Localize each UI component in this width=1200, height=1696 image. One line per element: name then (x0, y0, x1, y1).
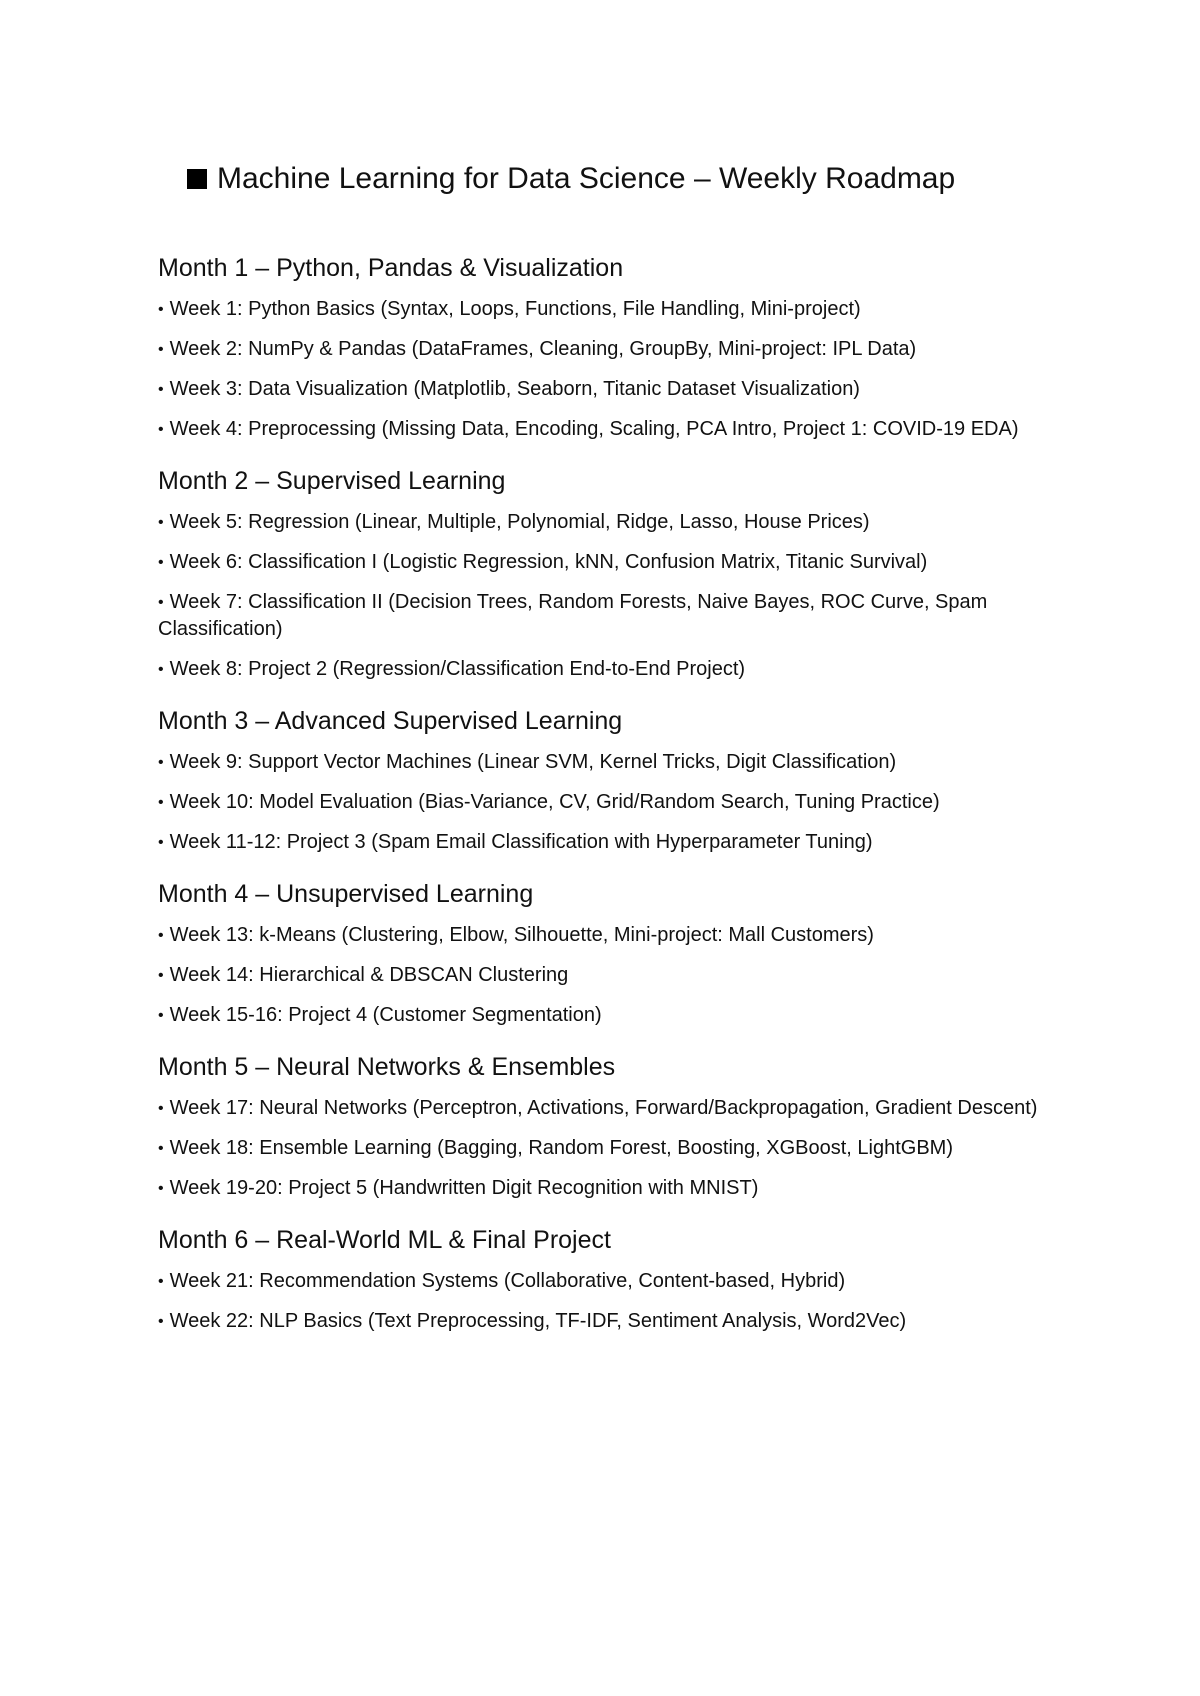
week-text: Week 19-20: Project 5 (Handwritten Digit Recognition with MNIST) (169, 1177, 759, 1199)
bullet-icon: • (158, 594, 164, 611)
bullet-icon: • (158, 1007, 164, 1024)
week-text: Week 6: Classification I (Logistic Regression, kNN, Confusion Matrix, Titanic Survival) (169, 551, 928, 573)
week-item (158, 789, 1058, 816)
week-text: Week 15-16: Project 4 (Customer Segmentation) (169, 1004, 602, 1026)
week-item (158, 829, 1058, 856)
bullet-icon: • (158, 661, 164, 678)
week-text: Week 18: Ensemble Learning (Bagging, Random Forest, Boosting, XGBoost, LightGBM) (169, 1137, 953, 1159)
week-item (158, 1095, 1058, 1122)
bullet-icon: • (158, 1140, 164, 1157)
bullet-icon: • (158, 514, 164, 531)
month-section (158, 705, 1058, 856)
week-text: Week 21: Recommendation Systems (Collaborative, Content-based, Hybrid) (169, 1270, 846, 1292)
bullet-icon: • (158, 1100, 164, 1117)
bullet-icon: • (158, 381, 164, 398)
week-item (158, 1308, 1058, 1335)
week-item (158, 656, 1058, 683)
week-item (158, 549, 1058, 576)
week-item (158, 922, 1058, 949)
week-text: Week 13: k-Means (Clustering, Elbow, Silhouette, Mini-project: Mall Customers) (169, 924, 874, 946)
week-item (158, 1175, 1058, 1202)
week-item (158, 1268, 1058, 1295)
bullet-icon: • (158, 554, 164, 571)
week-text: Week 22: NLP Basics (Text Preprocessing, TF-IDF, Sentiment Analysis, Word2Vec) (169, 1310, 907, 1332)
week-text: Week 11-12: Project 3 (Spam Email Classification with Hyperparameter Tuning) (169, 831, 873, 853)
week-item (158, 296, 1058, 323)
week-text: Week 9: Support Vector Machines (Linear SVM, Kernel Tricks, Digit Classification) (169, 751, 897, 773)
week-item (158, 962, 1058, 989)
week-text: Week 4: Preprocessing (Missing Data, Encoding, Scaling, PCA Intro, Project 1: COVID-19 EDA) (169, 418, 1019, 440)
month-heading: Month 1 – Python, Pandas & Visualization (158, 254, 624, 282)
week-item (158, 509, 1058, 536)
week-item (158, 1002, 1058, 1029)
week-item (158, 416, 1058, 443)
week-text: Week 8: Project 2 (Regression/Classification End-to-End Project) (169, 658, 746, 680)
week-item (158, 1135, 1058, 1162)
bullet-icon: • (158, 1180, 164, 1197)
month-heading: Month 4 – Unsupervised Learning (158, 880, 534, 908)
document-title: Machine Learning for Data Science – Weekly Roadmap (217, 162, 956, 195)
week-item (158, 376, 1058, 403)
bullet-icon: • (158, 834, 164, 851)
week-text: Week 14: Hierarchical & DBSCAN Clustering (169, 964, 569, 986)
week-text: Week 3: Data Visualization (Matplotlib, Seaborn, Titanic Dataset Visualization) (169, 378, 860, 400)
bullet-icon: • (158, 927, 164, 944)
week-text: Week 17: Neural Networks (Perceptron, Activations, Forward/Backpropagation, Gradient Descent) (169, 1097, 1038, 1119)
bullet-icon: • (158, 754, 164, 771)
week-text: Week 10: Model Evaluation (Bias-Variance, CV, Grid/Random Search, Tuning Practice) (169, 791, 940, 813)
month-heading: Month 6 – Real-World ML & Final Project (158, 1226, 611, 1254)
month-heading: Month 2 – Supervised Learning (158, 467, 506, 495)
bullet-icon: • (158, 421, 164, 438)
bullet-icon: • (158, 967, 164, 984)
week-text: Week 5: Regression (Linear, Multiple, Polynomial, Ridge, Lasso, House Prices) (169, 511, 870, 533)
month-heading: Month 5 – Neural Networks & Ensembles (158, 1053, 616, 1081)
document-title-row (187, 160, 1087, 198)
month-section (158, 465, 1058, 683)
week-text: Week 7: Classification II (Decision Trees, Random Forests, Naive Bayes, ROC Curve, Spam Classification) (158, 591, 988, 640)
bullet-icon: • (158, 1313, 164, 1330)
bullet-icon: • (158, 341, 164, 358)
week-item (158, 589, 1058, 643)
month-section (158, 878, 1058, 1029)
month-section (158, 252, 1058, 443)
month-heading: Month 3 – Advanced Supervised Learning (158, 707, 623, 735)
month-section (158, 1224, 1058, 1335)
week-item (158, 749, 1058, 776)
black-square-icon (187, 169, 207, 189)
bullet-icon: • (158, 301, 164, 318)
bullet-icon: • (158, 1273, 164, 1290)
week-item (158, 336, 1058, 363)
bullet-icon: • (158, 794, 164, 811)
month-section (158, 1051, 1058, 1202)
roadmap-content (158, 252, 1058, 1335)
week-text: Week 2: NumPy & Pandas (DataFrames, Cleaning, GroupBy, Mini-project: IPL Data) (169, 338, 917, 360)
week-text: Week 1: Python Basics (Syntax, Loops, Functions, File Handling, Mini-project) (169, 298, 861, 320)
